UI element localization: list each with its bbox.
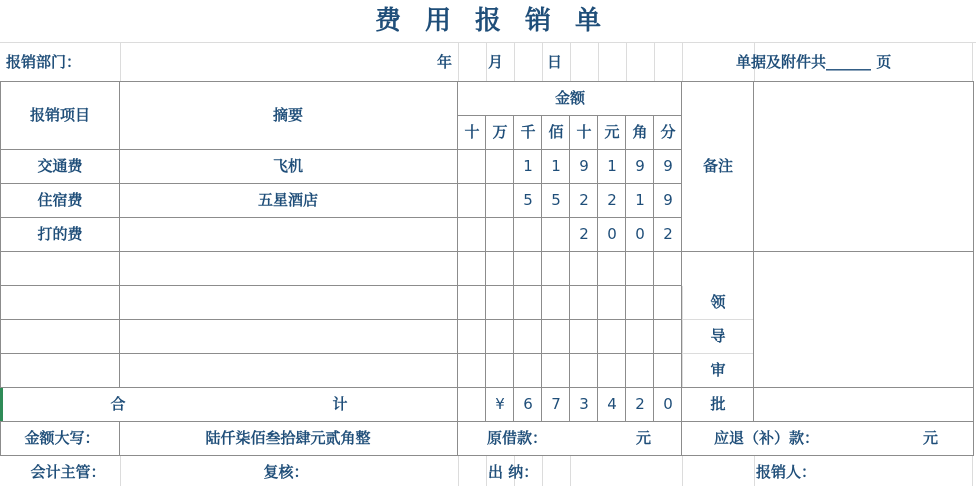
amount-digit: 2: [579, 191, 589, 209]
claimant-label: 报销人：: [755, 463, 817, 481]
amount-digit: 1: [635, 191, 645, 209]
advance-unit: 元: [636, 429, 652, 447]
summary-header: 摘要: [272, 106, 304, 124]
review-label: 复核：: [263, 463, 309, 481]
refund-label: 应退（补）款：: [714, 429, 820, 447]
month-label: 月: [488, 53, 504, 71]
refund-unit: 元: [923, 429, 939, 447]
amount-digit: 2: [663, 225, 673, 243]
unit-header: 十: [464, 123, 480, 141]
uppercase-value: 陆仟柒佰叁拾肆元贰角整: [205, 429, 371, 447]
remark-label: 备注: [702, 157, 734, 175]
total-digit: 6: [523, 395, 533, 413]
day-label: 日: [547, 53, 563, 71]
unit-header: 千: [520, 123, 536, 141]
total-label-right: 计: [332, 395, 348, 413]
unit-header: 万: [492, 123, 508, 141]
amount-digit: 9: [663, 157, 673, 175]
selected-row-marker: [0, 388, 3, 421]
total-digit: 0: [663, 395, 673, 413]
amount-digit: 1: [607, 157, 617, 175]
total-digit: ¥: [495, 395, 505, 413]
total-label-left: 合: [110, 395, 126, 413]
row-item: 交通费: [37, 157, 83, 175]
amount-digit: 9: [579, 157, 589, 175]
amount-digit: 9: [663, 191, 673, 209]
row-item: 住宿费: [37, 191, 83, 209]
leader-approval-char: 批: [710, 395, 726, 413]
amount-digit: 2: [579, 225, 589, 243]
row-summary: 飞机: [272, 157, 304, 175]
amount-digit: 0: [607, 225, 617, 243]
amount-digit: 5: [551, 191, 561, 209]
uppercase-label: 金额大写：: [24, 429, 100, 447]
row-summary: 五星酒店: [257, 191, 319, 209]
amount-digit: 2: [607, 191, 617, 209]
total-digit: 2: [635, 395, 645, 413]
amount-digit: 9: [635, 157, 645, 175]
amount-digit: 1: [551, 157, 561, 175]
advance-label: 原借款：: [487, 429, 548, 447]
amount-digit: 5: [523, 191, 533, 209]
total-digit: 7: [551, 395, 561, 413]
leader-approval-char: 领: [710, 293, 726, 311]
unit-header: 十: [576, 123, 592, 141]
unit-header: 佰: [548, 123, 564, 141]
dept-input-cell[interactable]: [121, 44, 431, 80]
form-title: 费用报销单: [374, 6, 626, 36]
unit-header: 元: [604, 123, 620, 141]
accounting-supervisor-label: 会计主管：: [30, 463, 106, 481]
amount-header: 金额: [554, 89, 586, 107]
attachments-count: 单据及附件共______ 页: [736, 53, 892, 71]
item-header: 报销项目: [29, 106, 91, 124]
leader-approval-char: 导: [710, 327, 726, 345]
row-item: 打的费: [37, 225, 83, 243]
unit-header: 分: [660, 123, 676, 141]
total-digit: 3: [579, 395, 589, 413]
leader-approval-char: 审: [710, 361, 726, 379]
amount-digit: 0: [635, 225, 645, 243]
amount-digit: 1: [523, 157, 533, 175]
year-label: 年: [437, 53, 453, 71]
dept-label: 报销部门：: [6, 53, 82, 71]
cashier-label: 出 纳：: [488, 463, 539, 481]
total-digit: 4: [607, 395, 617, 413]
unit-header: 角: [632, 123, 648, 141]
